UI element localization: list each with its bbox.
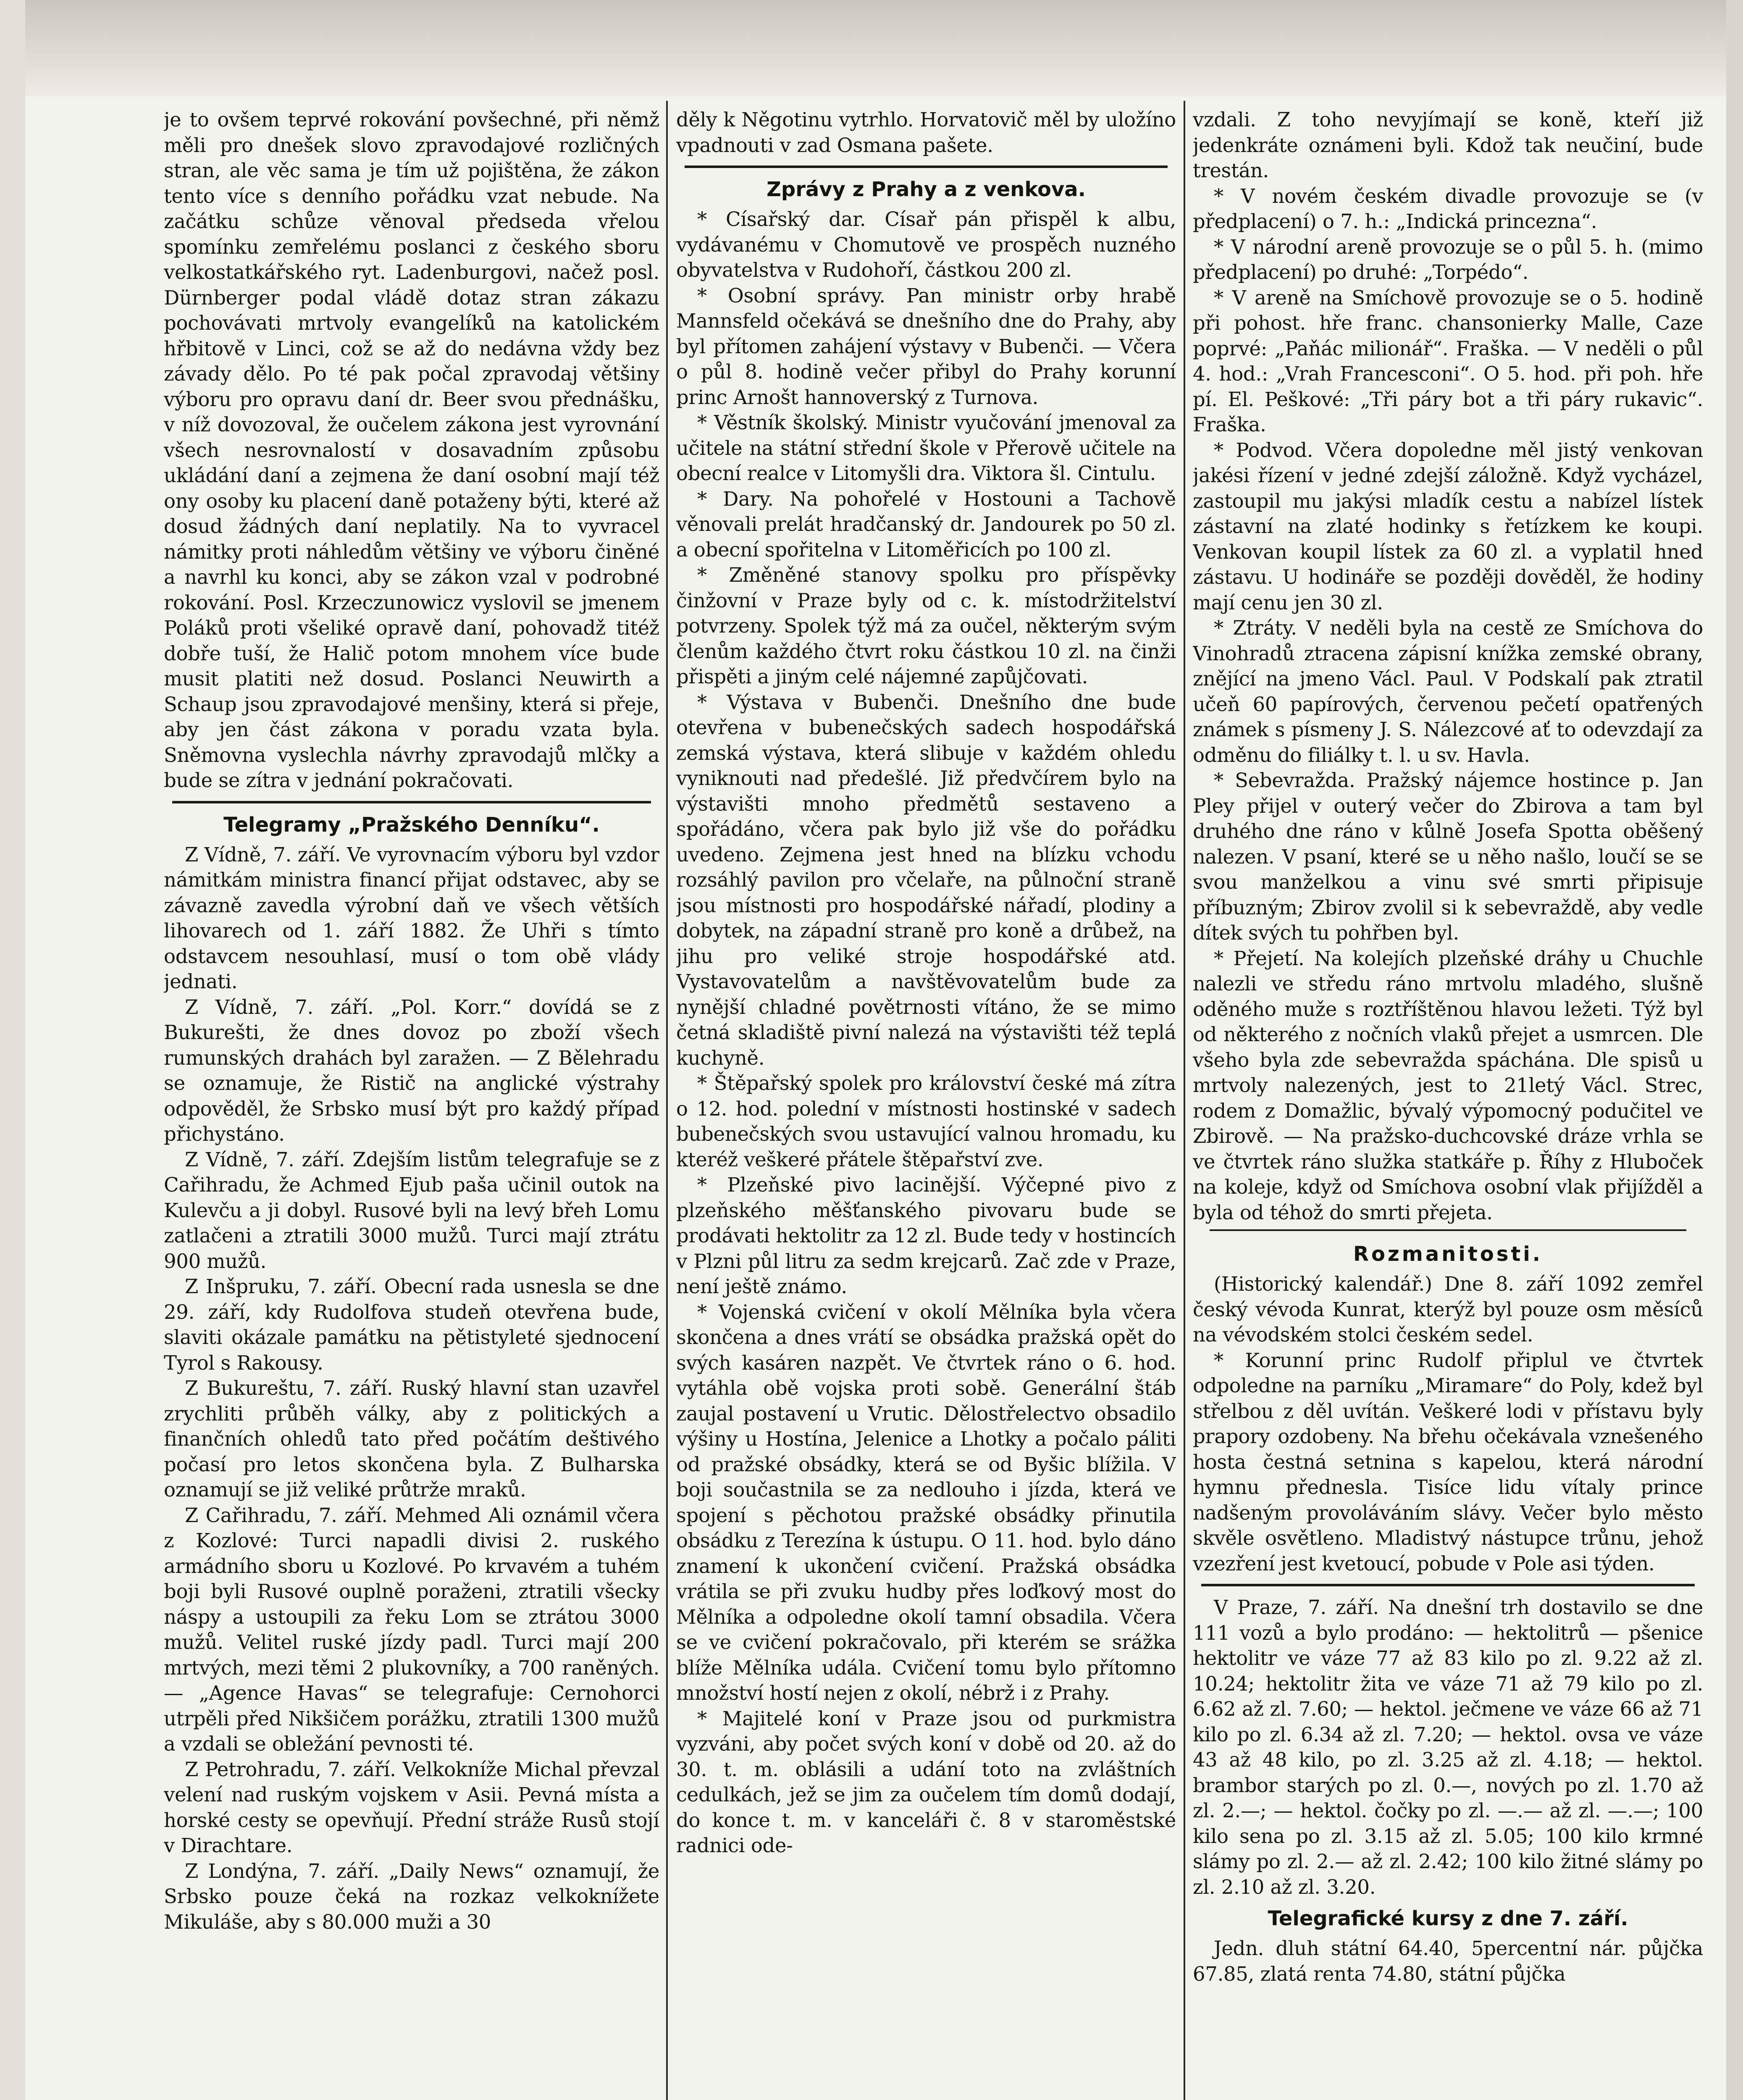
theatre-notice: * V národní areně provozuje se o půl 5. h. (mimo předplacení) po druhé: „Torpédo“. <box>1193 235 1703 284</box>
telegram-petersburg: Z Petrohradu, 7. září. Velkokníže Michal převzal velení nad ruským vojskem v Asii. Pevná místa a horské cesty se opevňují. Přední stráže Rusů stojí v Dirachtare. <box>164 1758 659 1857</box>
news-item: * Císařský dar. Císař pán přispěl k albu, vydávanému v Chomutově ve prospěch nuzného obyvatelstva v Rudohoří, částkou 200 zl. <box>676 208 1176 281</box>
news-heading: Zprávy z Prahy a z venkova. <box>766 178 1086 201</box>
miscellany-heading: Rozmanitosti. <box>1353 1242 1543 1266</box>
news-item: * Štěpařský spolek pro království české má zítra o 12. hod. polední v místnosti hostinské v sadech bubenečských svou ustavující valnou hromadu, ku kteréž veškeré přátele štěpařství zve. <box>676 1072 1176 1171</box>
bourse-rates: Jedn. dluh státní 64.40, 5percentní nár. půjčka 67.85, zlatá renta 74.80, státní půjčka <box>1193 1937 1703 1985</box>
telegram-london: Z Londýna, 7. září. „Daily News“ oznamují, že Srbsko pouze čeká na rozkaz velkoknížete Mikuláše, aby s 80.000 muži a 30 <box>164 1859 659 1933</box>
section-rule <box>1210 1229 1686 1231</box>
theatre-notice: * V areně na Smíchově provozuje se o 5. hodině při pohost. hře franc. chansonierky Malle, Caze poprvé: „Paňác milionář“. Fraška. — V neděli o půl 4. hod.: „Vrah Francesconi“. O 5. hod. při poh. hře pí. El. Peškové: „Tři páry bot a tři páry rukavic“. Fraška. <box>1193 286 1703 436</box>
news-item: * Sebevražda. Pražský nájemce hostince p. Jan Pley přijel v outerý večer do Zbirova a tam byl druhého dne ráno v kůlně Josefa Spotta oběšený nalezen. V psaní, které se u něho našlo, loučí se se svou manželkou a vinu své smrti připisuje příbuzným; Zbirov zvolil si k sebevraždě, aby vedle dítek svých tu pohřben byl. <box>1193 769 1703 944</box>
column-1 <box>164 107 659 2100</box>
column-3 <box>1193 107 1703 2100</box>
page-left-edge <box>0 0 25 2100</box>
news-item: * Podvod. Včera dopoledne měl jistý venkovan jakési řízení v jedné zdejší záložně. Když vycházel, zastoupil mu jakýsi mladík cestu a nabízel lístek zástavní na zlaté hodinky s řetízkem ke koupi. Venkovan koupil lístek za 60 zl. a vyplatil hned zástavu. U hodináře se později dověděl, že hodiny mají cenu jen 30 zl. <box>1193 438 1703 614</box>
news-item: * Osobní správy. Pan ministr orby hrabě Mannsfeld očekává se dnešního dne do Prahy, aby byl přítomen zahájení výstavy v Bubenči. — Včera o půl 8. hodině večer přibyl do Prahy korunní princ Arnošt hannoverský z Turnova. <box>676 284 1176 409</box>
column-divider-1 <box>666 101 668 2100</box>
news-item: * Vojenská cvičení v okolí Mělníka byla včera skončena a dnes vrátí se obsádka pražská opět do svých kasáren nazpět. Ve čtvrtek ráno o 6. hod. vytáhla obě vojska proti sobě. Generální štáb zaujal postavení u Vrutic. Dělostřelectvo obsadilo výšiny u Hostína, Jelenice a Lhotky a počalo páliti od pražské obsádky, která se od Byšic blížila. V boji součastnila se za nedlouho i jízda, která ve spojení s pěchotou pražské obsádky přinutila obsádku z Terezína k ústupu. O 11. hod. bylo dáno znamení k ukončení cvičení. Pražská obsádka vrátila se při zvuku hudby přes loďkový most do Mělníka a odpoledne okolí tamní obsadila. Včera se ve cvičení pokračovalo, při kterém se srážka blíže Mělníka udála. Cvičení tomu bylo přítomno množství hostí nejen z okolí, nébrž i z Prahy. <box>676 1300 1176 1704</box>
section-rule <box>172 801 651 803</box>
telegram-bucharest: Z Bukureštu, 7. září. Ruský hlavní stan uzavřel zrychliti průběh války, aby z politických a finančních ohledů tato před počátím deštivého počasí pro letos skončena byla. Z Bulharska oznamují se již veliké průtrže mraků. <box>164 1377 659 1501</box>
telegram-vienna-3: Z Vídně, 7. září. Zdejším listům telegrafuje se z Cařihradu, že Achmed Ejub paša učinil outok na Kulevču a ji dobyl. Rusové byli na levý břeh Lomu zatlačeni a ztratili 3000 mužů. Turci mají ztrátu 900 mužů. <box>164 1148 659 1273</box>
news-item: * Plzeňské pivo lacinější. Výčepné pivo z plzeňského měšťanského pivovaru bude se prodávati hektolitr za 12 zl. Bude tedy v hostincích v Plzni půl litru za sedm krejcarů. Zač zde v Praze, není ještě známo. <box>676 1173 1176 1298</box>
parliament-report: je to ovšem teprvé rokování povšechné, při němž měli pro dnešek slovo zpravodajové rozličných stran, ale věc sama je tím už pojištěna, že zákon tento více s denního pořádku vzat nebude. Na začátku schůze věnoval předseda vřelou spomínku zemřelému poslanci z českého sboru velkostatkářského ryt. Ladenburgovi, načež posl. Dürnberger podal vládě dotaz stran zákazu pochovávati mrtvoly evangelíků na katolickém hřbitově v Linci, což se až do nedávna vždy bez závady dělo. Po té pak počal zpravodaj většiny výboru pro opravu daní dr. Beer svou přednášku, v níž dovozoval, že oučelem zákona jest vyrovnání všech nesrovnalostí v dosavadním způsobu ukládání daní a zejmena že daní osobní mají též ony osoby ku placení daně potaženy býti, které až dosud žádných daní neplatily. Na to vyvracel námitky proti náhledům většiny ve výboru činěné a navrhl ku konci, aby se zákon vzal v podrobné rokování. Posl. Krzeczunowicz vyslovil se jmenem Poláků proti všeliké opravě daní, pohovadž titéž dobře tuší, že Halič potom mnohem více bude musit platiti než dosud. Poslanci Neuwirth a Schaup jsou zpravodajové menšiny, která si přeje, aby jen část zákona v poradu vzata byla. Sněmovna vyslechla návrhy zpravodajů mlčky a bude se zítra v jednání pokračovati. <box>164 108 659 792</box>
news-item: * Změněné stanovy spolku pro příspěvky činžovní v Praze byly od c. k. místodržitelství potvrzeny. Spolek týž má za oučel, některým svým členům každého čtvrt roku částkou 10 zl. na činži přispěti a jiným celé nájemné zapůjčovati. <box>676 564 1176 688</box>
theatre-notice: * V novém českém divadle provozuje se (v předplacení) o 7. h.: „Indická princezna“. <box>1193 184 1703 233</box>
news-item: * Majitelé koní v Praze jsou od purkmistra vyzváni, aby počet svých koní v době od 20. až do 30. t. m. oblásili a udání toto na zvláštních cedulkách, jež se jim za oučelem tím domů dodají, do konce t. m. v kanceláři č. 8 v staroměstské radnici ode- <box>676 1707 1176 1857</box>
news-item: * Ztráty. V neděli byla na cestě ze Smíchova do Vinohradů ztracena zápisní knížka zemské obrany, znějící na jmeno Václ. Paul. V Podskalí pak ztratil učeň 60 papírových, červenou pečetí opatřených známek s písmeny J. S. Nálezcové ať to odevzdají za odměnu do filiálky t. l. u sv. Havla. <box>1193 617 1703 766</box>
telegram-vienna-2: Z Vídně, 7. září. „Pol. Korr.“ dovídá se z Bukurešti, že dnes dovoz po zboží všech rumunských drahách byl zaražen. — Z Bělehradu se oznamuje, že Ristič na anglické výstrahy odpověděl, že Srbsko musí být pro každý případ přichystáno. <box>164 995 659 1145</box>
section-rule <box>685 165 1168 168</box>
continued-paragraph: vzdali. Z toho nevyjímají se koně, kteří již jedenkráte oznámeni byli. Kdož tak neučiní, bude trestán. <box>1193 108 1703 182</box>
news-item: * Dary. Na pohořelé v Hostouni a Tachově věnovali prelát hradčanský dr. Jandourek po 50 zl. a obecní spořitelna v Litoměřicích po 100 zl. <box>676 487 1176 561</box>
news-item: * Výstava v Bubenči. Dnešního dne bude otevřena v bubenečských sadech hospodářská zemská výstava, která slibuje v každém ohledu vyniknouti nad předešlé. Již předvčírem bylo na výstavišti mnoho předmětů sestaveno a spořádáno, včera pak bylo již vše do pořádku uvedeno. Zejmena jest hned na blízku vchodu rozsáhlý pavilon pro včelaře, na půlnoční straně jsou místnosti pro hospodářské nářadí, plodiny a dobytek, na západní straně pro koně a drůbež, na jihu pro veliké stroje hospodářské atd. Vystavovatelům a navštěvovatelům bude za nynější chladné povětrnosti vítáno, že se mimo četná skladiště pivní nalezá na výstavišti též teplá kuchyně. <box>676 690 1176 1069</box>
news-item: * Přejetí. Na kolejích plzeňské dráhy u Chuchle nalezli ve středu ráno mrtvolu mladého, slušně oděného muže s roztříštěnou hlavou ležeti. Týž byl od některého z nočních vlaků přejet a usmrcen. Dle všeho byla zde sebevražda spáchána. Dle spisů u mrtvoly nalezených, jest to 21letý Václ. Strec, rodem z Domažlic, bývalý výpomocný podučitel ve Zbirově. — Na pražsko-duchcovské dráze vrhla se ve čtvrtek ráno služka statkáře p. Říhy z Hluboček na koleje, když od Smíchova osobní vlak přijížděl a byla od téhož do smrti přejeta. <box>1193 947 1703 1224</box>
telegrams-heading: Telegramy „Pražského Denníku“. <box>223 813 600 837</box>
bourse-heading: Telegrafické kursy z dne 7. září. <box>1268 1907 1628 1930</box>
miscellany-item: * Korunní princ Rudolf připlul ve čtvrtek odpoledne na parníku „Miramare“ do Poly, kdež byl střelbou z děl uvítán. Veškeré lodi v přístavu byly prapory ozdobeny. Na břehu očekávala vznešeného hosta čestná setnina s kapelou, která národní hymnu přednesla. Tisíce lidu vítaly prince nadšeným provoláváním slávy. Večer bylo město skvěle osvětleno. Mladistvý nástupce trůnu, jehož vzezření jest kvetoucí, pobude v Pole asi týden. <box>1193 1349 1703 1575</box>
telegram-vienna-1: Z Vídně, 7. září. Ve vyrovnacím výboru byl vzdor námitkám ministra financí přijat odstavec, aby se závazně zavedla výrobní daň ve všech větších lihovarech od 1. září 1882. Že Uhři s tímto odstavcem nesouhlasí, musí o tom obě vlády jednati. <box>164 843 659 993</box>
page-right-edge <box>1726 0 1743 2100</box>
news-item: * Věstník školský. Ministr vyučování jmenoval za učitele na státní střední škole v Přerově učitele na obecní realce v Litomyšli dra. Viktora šl. Cintulu. <box>676 411 1176 485</box>
continued-paragraph: děly k Něgotinu vytrhlo. Horvatovič měl by uložíno vpadnouti v zad Osmana pašete. <box>676 108 1176 157</box>
column-2 <box>676 107 1176 2100</box>
column-divider-2 <box>1184 101 1185 2100</box>
telegram-constantinople: Z Cařihradu, 7. září. Mehmed Ali oznámil včera z Kozlové: Turci napadli divisi 2. ruského armádního sboru u Kozlové. Po krvavém a tuhém boji byli Rusové ouplně poraženi, ztratili všecky náspy a ustoupili za řeku Lom se ztrátou 3000 mužů. Velitel ruské jízdy padl. Turci mají 200 mrtvých, mezi těmi 2 plukovníky, a 700 raněných. — „Agence Havas“ se telegrafuje: Cernohorci utrpěli před Nikšičem porážku, ztratili 1300 mužů a vzdali se obležání pevnosti té. <box>164 1504 659 1755</box>
market-report: V Praze, 7. září. Na dnešní trh dostavilo se dne 111 vozů a bylo prodáno: — hektolitrů — pšenice hektolitr ve váze 77 až 83 kilo po zl. 9.22 až zl. 10.24; hektolitr žita ve váze 71 až 79 kilo po zl. 6.62 až zl. 7.60; — hektol. ječmene ve váze 66 až 71 kilo po zl. 6.34 až zl. 7.20; — hektol. ovsa ve váze 43 až 48 kilo, po zl. 3.25 až zl. 4.18; — hektol. brambor starých po zl. 0.—, nových po zl. 1.70 až zl. 2.—; — hektol. čočky po zl. —.— až zl. —.—; 100 kilo sena po zl. 3.15 až zl. 5.05; 100 kilo krmné slámy po zl. 2.— až zl. 2.42; 100 kilo žitné slámy po zl. 2.10 až zl. 3.20. <box>1193 1596 1703 1898</box>
section-rule <box>1201 1584 1695 1586</box>
miscellany-item: (Historický kalendář.) Dne 8. září 1092 zemřel český vévoda Kunrat, kterýž byl pouze osm měsíců na vévodském stolci českém sedel. <box>1193 1273 1703 1346</box>
page-top-edge <box>0 0 1743 97</box>
telegram-innsbruck: Z Inšpruku, 7. září. Obecní rada usnesla se dne 29. září, kdy Rudolfova studeň otevřena bude, slaviti okázale památku na pětistyleté sjednocení Tyrol s Rakousy. <box>164 1275 659 1374</box>
